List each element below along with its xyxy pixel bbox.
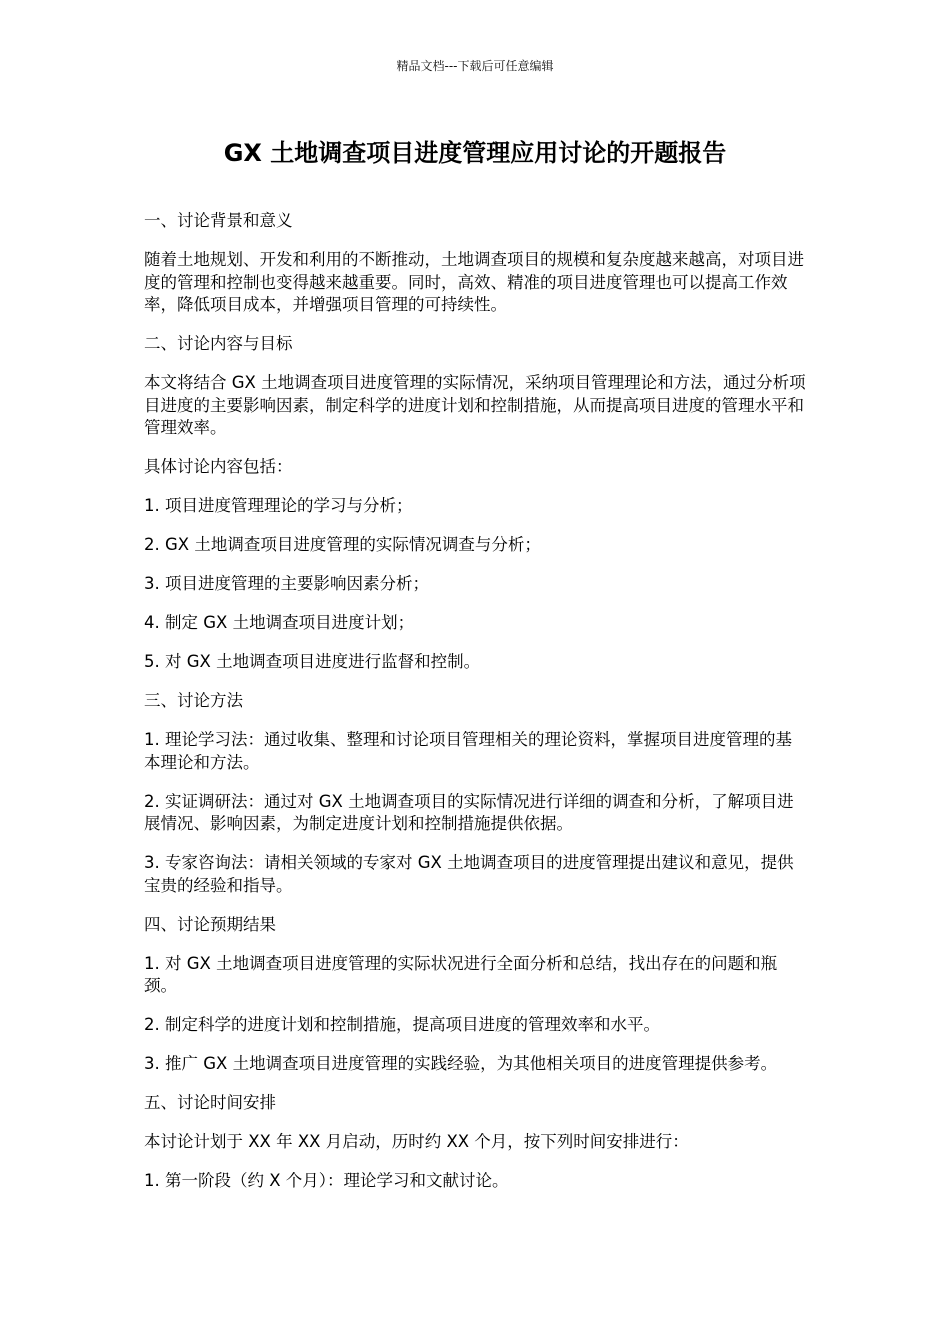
list-item: 1. 第一阶段（约 X 个月）：理论学习和文献讨论。: [144, 1171, 509, 1190]
document-body: [144, 210, 808, 1209]
document-title: GX 土地调查项目进度管理应用讨论的开题报告: [223, 139, 727, 167]
paragraph: 本讨论计划于 XX 年 XX 月启动，历时约 XX 个月，按下列时间安排进行：: [144, 1132, 689, 1151]
section-heading-schedule: 五、讨论时间安排: [144, 1093, 276, 1112]
list-item: 5. 对 GX 土地调查项目进度进行监督和控制。: [144, 652, 481, 671]
list-item: 1. 项目进度管理理论的学习与分析；: [144, 496, 413, 515]
paragraph: 随着土地规划、开发和利用的不断推动，土地调查项目的规模和复杂度越来越高，对项目进度的管理和控制也变得越来越重要。同时，高效、精准的项目进度管理也可以提高工作效率，降低项目成本，并增强项目管理的可持续性。: [144, 250, 804, 314]
list-item: 2. GX 土地调查项目进度管理的实际情况调查与分析；: [144, 535, 541, 554]
paragraph: 具体讨论内容包括：: [144, 457, 293, 476]
list-item: 1. 理论学习法：通过收集、整理和讨论项目管理相关的理论资料，掌握项目进度管理的基本理论和方法。: [144, 730, 792, 772]
list-item: 3. 推广 GX 土地调查项目进度管理的实践经验，为其他相关项目的进度管理提供参考。: [144, 1054, 778, 1073]
section-heading-content-goals: 二、讨论内容与目标: [144, 334, 293, 353]
list-item: 4. 制定 GX 土地调查项目进度计划；: [144, 613, 415, 632]
list-item: 2. 制定科学的进度计划和控制措施，提高项目进度的管理效率和水平。: [144, 1015, 660, 1034]
header-note: 精品文档---下载后可任意编辑: [396, 59, 554, 73]
section-heading-background: 一、讨论背景和意义: [144, 211, 293, 230]
list-item: 1. 对 GX 土地调查项目进度管理的实际状况进行全面分析和总结，找出存在的问题和瓶颈。: [144, 953, 778, 995]
section-heading-methods: 三、讨论方法: [144, 691, 243, 710]
list-item: 3. 项目进度管理的主要影响因素分析；: [144, 574, 429, 593]
paragraph: 本文将结合 GX 土地调查项目进度管理的实际情况，采纳项目管理理论和方法，通过分析项目进度的主要影响因素，制定科学的进度计划和控制措施，从而提高项目进度的管理水平和管理效率。: [144, 373, 806, 437]
section-heading-expected-results: 四、讨论预期结果: [144, 914, 276, 934]
list-item: 3. 专家咨询法：请相关领域的专家对 GX 土地调查项目的进度管理提出建议和意见，提供宝贵的经验和指导。: [144, 853, 794, 895]
list-item: 2. 实证调研法：通过对 GX 土地调查项目的实际情况进行详细的调查和分析，了解项目进展情况、影响因素，为制定进度计划和控制措施提供依据。: [144, 791, 794, 833]
